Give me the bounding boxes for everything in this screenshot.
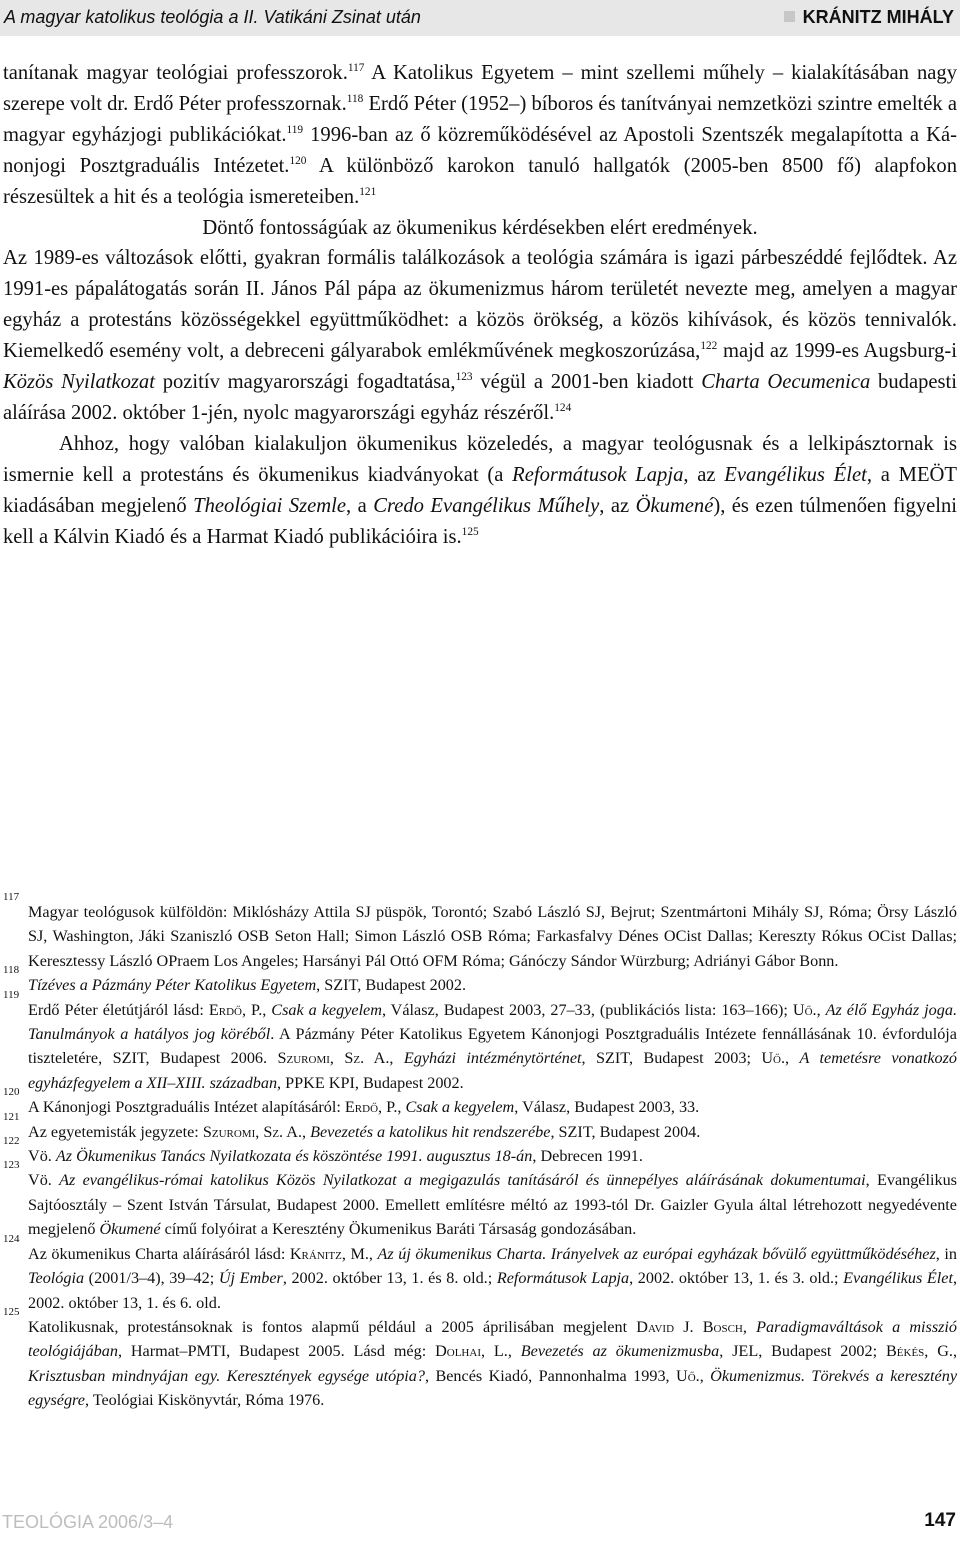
footnote-number: 124 [3, 1232, 20, 1245]
text-run: , az [683, 463, 725, 486]
italic-run: Reformátusok Lapja [512, 463, 684, 486]
footnote-124 [3, 1232, 957, 1315]
paragraph-2 [3, 243, 957, 428]
italic-run: Bevezetés az ökumenizmusba [520, 1342, 720, 1361]
italic-run: Csak a kegyelem [405, 1098, 515, 1117]
text-run: végül a 2001-ben kiadott [472, 371, 702, 394]
footnote-number: 119 [3, 988, 20, 1001]
text-run: tanítanak magyar teológiai professzorok. [3, 62, 348, 84]
footnote-121 [3, 1110, 957, 1144]
text-run: A Kánonjogi Posztgraduális Intézet alapításáról: [28, 1098, 345, 1117]
text-run: , [816, 1000, 826, 1019]
author-name: David J. Bosch [636, 1317, 743, 1336]
page-footer [0, 1504, 960, 1544]
author-name: Kránitz, M. [289, 1244, 369, 1263]
running-header [0, 0, 960, 36]
square-bullet-icon [784, 11, 795, 22]
author-name: Dolhai, L. [435, 1342, 508, 1361]
author-name: Erdő, P. [208, 1000, 263, 1019]
italic-run: Paradigmaváltások a misszió teológiájában [28, 1317, 958, 1361]
text-run: pozitív magyarországi fogadtatása, [154, 371, 456, 394]
footnote-ref: 117 [347, 62, 365, 75]
text-run: 1996-ban az ő közreműködésével az Apostoli Szentszék megalapította a Kánonjogi Posztgraduális Intézetet. [3, 123, 957, 177]
italic-run: Credo Evangélikus Műhely [373, 494, 600, 517]
text-run: majd az 1999-es Augsburg-i [717, 340, 957, 363]
text-run: A Katolikus Egyetem – mint szellemi műhely – kialakításában nagy szerepe volt dr. Erdő Péter professzornak. [3, 62, 957, 115]
footnote-ref: 120 [289, 154, 307, 167]
paragraph-3 [3, 429, 957, 553]
text-run: , [262, 1000, 272, 1019]
text-run: , 2002. október 13, 1. és 6. old. [28, 1269, 957, 1312]
italic-run: Evangélikus Élet [724, 463, 867, 486]
text-run: , Válasz, Budapest 2003, 27–33, (publikációs lista: 163–166); [381, 1000, 793, 1019]
italic-run: Bevezetés a katolikus hit rendszerébe [310, 1122, 551, 1141]
text-run: című folyóirat a Keresztény Ökumenikus Baráti Társaság gondozásában. [160, 1220, 637, 1239]
text-run: budapesti aláírása 2002. október 1-jén, nyolc magyarországi egyház részéről. [3, 371, 957, 424]
footnote-125 [3, 1305, 958, 1413]
text-run: , Bencés Kiadó, Pannonhalma 1993, [424, 1366, 676, 1385]
italic-run: Ökumenizmus. Törekvés a keresztény egységre [28, 1366, 958, 1410]
text-run: , [368, 1244, 378, 1263]
footnote-number: 120 [3, 1086, 20, 1099]
footnote-number: 122 [3, 1135, 20, 1148]
text-run: Vö. [28, 1171, 60, 1190]
text-run: , [397, 1098, 406, 1117]
text-run: Döntő fontosságúak az ökumenikus kérdésekben elért eredmények. [202, 216, 758, 239]
text-run: Ahhoz, hogy valóban kialakuljon ökumenikus közeledés, a magyar teológusnak és a lelkipásztornak is ismernie kell a protestáns és ökumenikus kiadványokat (a [3, 432, 957, 486]
running-title: A magyar katolikus teológia a II. Vatikáni Zsinat után [4, 7, 421, 27]
text-run: Az egyetemisták jegyzete: [28, 1122, 203, 1141]
text-run: , Válasz, Budapest 2003, 33. [514, 1098, 700, 1117]
text-run: Erdő Péter (1952–) bíboros és tanítványai nemzetközi szintre emelték a magyar egyházjogi publikációkat. [3, 92, 957, 146]
text-run: , in [935, 1244, 957, 1263]
italic-run: Az élő Egyház joga. Tanulmányok a hatályos jog köréből [28, 1000, 957, 1044]
text-run: Az ökumenikus Charta aláírásáról lásd: [28, 1244, 290, 1263]
text-run: , Teológiai Kiskönyvtár, Róma 1976. [84, 1391, 325, 1410]
text-run: , [952, 1342, 957, 1361]
italic-run: Krisztusban mindnyájan egy. Keresztények egysége utópia? [28, 1366, 425, 1385]
text-run: , a [346, 494, 374, 517]
italic-run: A temetésre vonatkozó egyházfegyelem a XII–XIII. században [28, 1049, 957, 1092]
text-run: , Debrecen 1991. [532, 1147, 643, 1166]
text-run: , [785, 1049, 800, 1068]
footnote-123 [3, 1159, 957, 1241]
footnote-number: 118 [3, 964, 20, 977]
text-run: , 2002. október 13, 1. és 8. old.; [282, 1269, 497, 1288]
author-name: Uő. [761, 1049, 786, 1068]
journal-title: TEOLÓGIA 2006/3–4 [2, 1512, 174, 1532]
footnote-ref: 125 [461, 525, 479, 538]
italic-run: Új Ember [218, 1269, 283, 1288]
footnote-119 [3, 988, 957, 1099]
text-run: ), és ezen túlmenően figyelni kell a Kálvin Kiadó és a Harmat Kiadó publikációira is. [3, 494, 957, 548]
footnote-number: 121 [3, 1110, 20, 1123]
text-run: Magyar teológusok külföldön: Miklósházy Attila SJ püspök, Torontó; Szabó László SJ, Bejrut; Szentmártoni Mihály SJ, Róma; Örsy László SJ, Washington, Jáki Szaniszló OSB Seton Hall; Simon László OSB Róma; Farkasfalvy Dénes OCist Dallas; Kereszty Rókus OCist Dallas; Keresztessy László OPraem Los Angeles; Harsányi Pál Ottó OFM Róma; Gánóczy Sándor Würzburg; Adriányi Gábor Bonn. [28, 903, 957, 970]
text-run: , JEL, Budapest 2002; [719, 1342, 886, 1361]
italic-run: Az új ökumenikus Charta. Irányelvek az európai egyházak bővülő együttműködéséhez [377, 1244, 936, 1263]
footnote-ref: 124 [554, 402, 572, 415]
text-run: , SZIT, Budapest 2004. [550, 1122, 701, 1141]
italic-run: Csak a kegyelem [271, 1000, 382, 1019]
author-name: Szuromi, Sz. A. [277, 1049, 390, 1068]
paragraph-2-heading [3, 213, 957, 244]
text-run: , [507, 1342, 521, 1361]
author-name: Uő. [792, 1000, 817, 1019]
text-run: Erdő Péter életútjáról lásd: [28, 1000, 209, 1019]
footnote-122 [3, 1135, 957, 1168]
text-run: , PPKE KPI, Budapest 2002. [277, 1073, 464, 1092]
footnote-number: 123 [3, 1159, 20, 1172]
italic-run: Ökumené [635, 494, 714, 517]
text-run: (2001/3–4), 39–42; [84, 1269, 219, 1288]
page-number: 147 [924, 1510, 956, 1531]
italic-run: Teológia [28, 1269, 85, 1288]
paragraph-1 [3, 58, 957, 213]
italic-run: Egyházi intézménytörténet [403, 1049, 582, 1068]
text-run: , SZIT, Budapest 2003; [581, 1049, 762, 1068]
text-run: , [742, 1317, 757, 1336]
author-name: KRÁNITZ MIHÁLY [802, 7, 954, 27]
footnotes [3, 891, 958, 1413]
text-run: A különböző karokon tanuló hallgatók (2005-ben 8500 fő) alapfokon részesültek a hit és a teológia ismereteiben. [3, 154, 957, 208]
italic-run: Tízéves a Pázmány Péter Katolikus Egyetem [28, 976, 317, 995]
author-name: Békés, G. [886, 1342, 953, 1361]
footnote-ref: 121 [359, 185, 377, 198]
footnote-ref: 122 [700, 340, 718, 353]
text-run: . A Pázmány Péter Katolikus Egyetem Kánonjogi Posztgraduális Intézete fennállásának 10. évfordulója tiszteletére, SZIT, Budapest 2006. [28, 1025, 957, 1068]
italic-run: Evangélikus Élet [843, 1269, 953, 1288]
author-name: Szuromi, Sz. A. [202, 1122, 302, 1141]
italic-run: Ökumené [99, 1220, 161, 1239]
footnote-ref: 123 [455, 371, 473, 384]
italic-run: Közös Nyilatkozat [3, 371, 155, 394]
text-run: , [699, 1366, 711, 1385]
footnote-120 [3, 1086, 957, 1119]
italic-run: Az Ökumenikus Tanács Nyilatkozata és köszöntése 1991. augusztus 18-án [55, 1147, 533, 1166]
italic-run: Reformátusok Lapja [496, 1269, 630, 1288]
italic-run: Charta Oecumenica [701, 371, 871, 394]
author-label [784, 7, 954, 28]
text-run: , a MEÖT kiadásában megjelenő [3, 463, 957, 517]
text-run: , az [599, 494, 636, 517]
text-run: Az 1989-es változások előtti, gyakran formális találkozások a teológia számára is igazi párbeszéddé fejlődtek. Az 1991-es pápalátogatás során II. János Pál pápa az ökumenizmus három területét nevezte meg, amelyen a magyar egyház a protestáns közösségekkel együttműködhet: a közös örökség, a közös kihívások, és közös tennivalók. Kiemelkedő esemény volt, a debreceni gályarabok emlékművének megkoszorúzása, [3, 247, 957, 363]
footnote-number: 125 [3, 1305, 20, 1318]
text-run: , Harmat–PMTI, Budapest 2005. Lásd még: [117, 1342, 436, 1361]
text-run: , SZIT, Budapest 2002. [316, 976, 467, 995]
italic-run: Theológiai Szemle [193, 494, 347, 517]
footnote-ref: 118 [346, 93, 364, 106]
text-run: , [302, 1122, 311, 1141]
text-run: , [389, 1049, 404, 1068]
text-run: Katolikusnak, protestánsoknak is fontos alapmű például a 2005 áprilisában megjelent [28, 1317, 637, 1336]
text-run: Vö. [28, 1147, 56, 1166]
text-run: , 2002. október 13, 1. és 3. old.; [629, 1269, 844, 1288]
footnote-ref: 119 [286, 123, 304, 136]
footnote-number: 117 [3, 891, 20, 903]
footnote-118 [3, 964, 957, 997]
footnote-117 [3, 891, 957, 973]
author-name: Erdő, P. [344, 1098, 398, 1117]
text-run: , Evangélikus Sajtóosztály – Szent István Társulat, Budapest 2000. Emellett említésre méltó az 1993-tól Dr. Gaizler Gyula által létrehozott negyedévente megjelenő [28, 1171, 957, 1239]
author-name: Uő. [676, 1366, 700, 1385]
main-text [3, 58, 957, 553]
italic-run: Az evangélikus-római katolikus Közös Nyilatkozat a megigazulás tanításáról és ünnepélyes aláírásának dokumentumai [59, 1171, 866, 1190]
